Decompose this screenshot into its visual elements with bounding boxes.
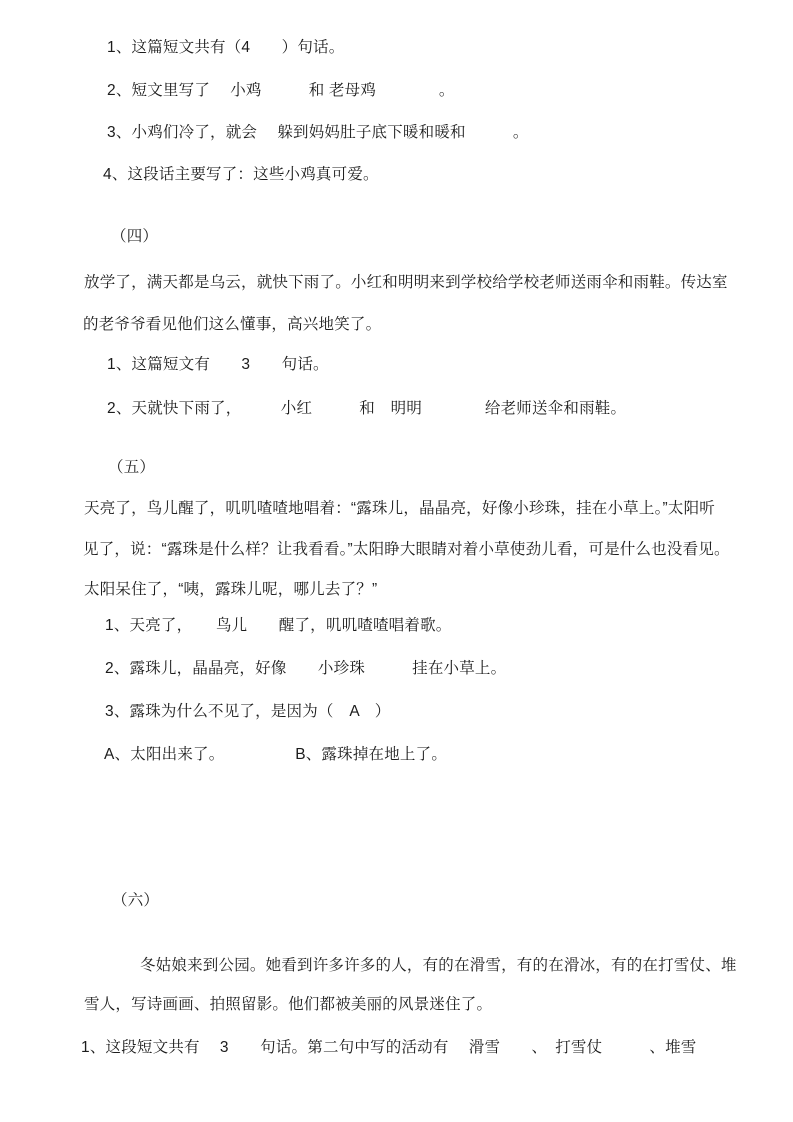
section-four-question-2: 2、天就快下雨了， 小红 和 明明 给老师送伞和雨鞋。	[107, 400, 627, 417]
section-four-question-1: 1、这篇短文有 3 句话。	[107, 356, 329, 373]
section-five-header: （五）	[108, 459, 156, 476]
section-five-passage-line-1: 天亮了，鸟儿醒了，叽叽喳喳地唱着：“露珠儿，晶晶亮，好像小珍珠，挂在小草上。”太阳听	[84, 500, 715, 517]
section-six-passage-line-1: 冬姑娘来到公园。她看到许多许多的人，有的在滑雪，有的在滑冰，有的在打雪仗、堆	[140, 957, 737, 974]
section-five-question-3: 3、露珠为什么不见了，是因为（ A ）	[105, 703, 391, 720]
section-four-header: （四）	[111, 228, 159, 245]
section-four-passage-line-1: 放学了，满天都是乌云，就快下雨了。小红和明明来到学校给学校老师送雨伞和雨鞋。传达室	[84, 274, 728, 291]
prev-question-3: 3、小鸡们冷了，就会 躲到妈妈肚子底下暖和暖和 。	[107, 124, 529, 141]
section-four-passage-line-2: 的老爷爷看见他们这么懂事，高兴地笑了。	[83, 316, 382, 333]
prev-question-4: 4、这段话主要写了：这些小鸡真可爱。	[103, 166, 379, 183]
prev-question-1: 1、这篇短文共有（4 ）句话。	[107, 39, 345, 56]
section-five-passage-line-2: 见了，说：“露珠是什么样？让我看看。”太阳睁大眼睛对着小草使劲儿看，可是什么也没看见。	[83, 541, 730, 558]
section-five-question-2: 2、露珠儿，晶晶亮，好像 小珍珠 挂在小草上。	[105, 660, 507, 677]
section-five-passage-line-3: 太阳呆住了，“咦，露珠儿呢，哪儿去了？”	[84, 581, 378, 598]
section-six-question-1: 1、这段短文共有 3 句话。第二句中写的活动有 滑雪 、 打雪仗 、堆雪	[81, 1039, 697, 1056]
section-five-answer-options: A、太阳出来了。 B、露珠掉在地上了。	[104, 746, 448, 763]
section-six-passage-line-2: 雪人，写诗画画、拍照留影。他们都被美丽的风景迷住了。	[84, 996, 493, 1013]
section-six-header: （六）	[112, 892, 160, 909]
section-five-question-1: 1、天亮了， 鸟儿 醒了，叽叽喳喳唱着歌。	[105, 617, 452, 634]
prev-question-2: 2、短文里写了 小鸡 和 老母鸡 。	[107, 82, 455, 99]
